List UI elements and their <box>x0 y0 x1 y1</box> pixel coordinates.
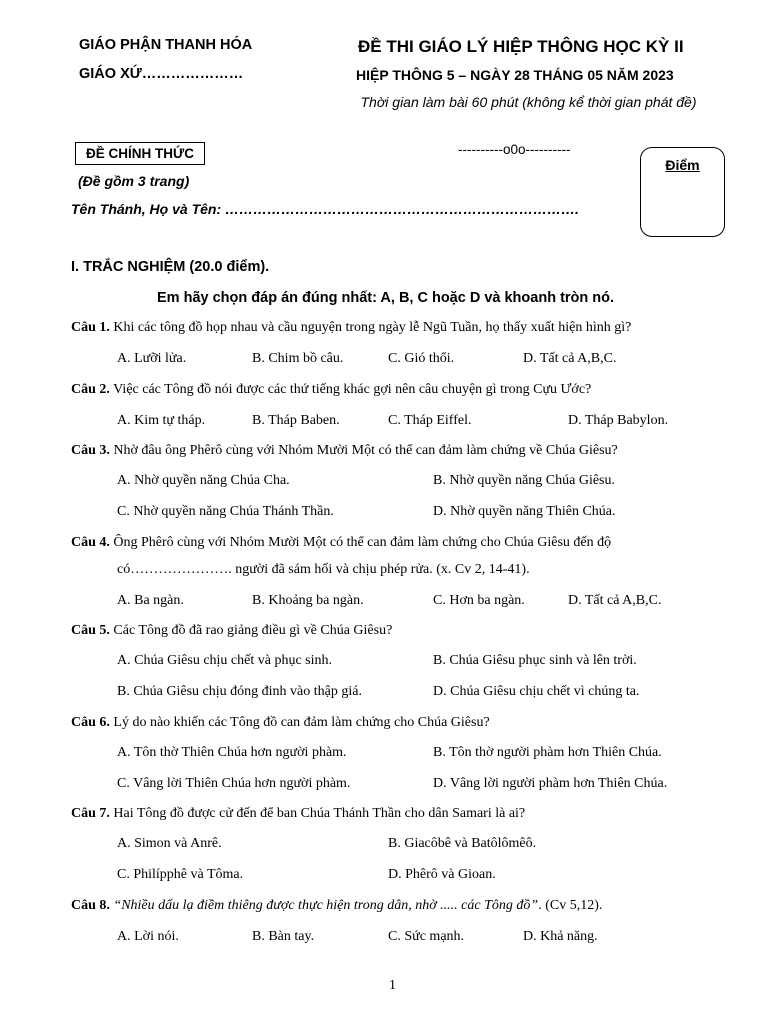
question-text: Việc các Tông đồ nói được các thứ tiếng khác gợi nên câu chuyện gì trong Cựu Ước? <box>113 382 592 397</box>
answer-option[interactable]: B. Tôn thờ người phàm hơn Thiên Chúa. <box>433 745 662 760</box>
answer-option[interactable]: D. Chúa Giêsu chịu chết vì chúng ta. <box>433 684 640 699</box>
question-text: Khi các tông đồ họp nhau và cầu nguyện trong ngày lễ Ngũ Tuần, họ thấy xuất hiện hình gì? <box>113 320 632 335</box>
question-text: . (Cv 5,12). <box>538 898 603 913</box>
official-exam-box: ĐỀ CHÍNH THỨC <box>75 142 205 165</box>
answer-option[interactable]: A. Simon và Anrê. <box>117 836 222 851</box>
question-number: Câu 5. <box>71 623 110 638</box>
answer-option[interactable]: B. Khoảng ba ngàn. <box>252 593 364 608</box>
exam-title: ĐỀ THI GIÁO LÝ HIỆP THÔNG HỌC KỲ II <box>358 37 684 56</box>
answer-option[interactable]: A. Kim tự tháp. <box>117 413 206 428</box>
question-text: Nhờ đâu ông Phêrô cùng với Nhóm Mười Một có thể can đảm làm chứng về Chúa Giêsu? <box>113 443 618 458</box>
question-number: Câu 6. <box>71 715 110 730</box>
question-3 <box>71 443 618 459</box>
score-label: Điểm <box>665 157 700 173</box>
exam-duration: Thời gian làm bài 60 phút (không kể thời gian phát đề) <box>360 94 697 110</box>
section-title: I. TRẮC NGHIỆM (20.0 điểm). <box>71 259 270 275</box>
answer-option[interactable]: A. Nhờ quyền năng Chúa Cha. <box>117 473 290 488</box>
answer-option[interactable]: C. Nhờ quyền năng Chúa Thánh Thần. <box>117 504 334 519</box>
header-divider: ----------o0o---------- <box>458 142 571 157</box>
answer-option[interactable]: D. Tất cả A,B,C. <box>568 593 662 608</box>
question-number: Câu 8. <box>71 898 110 913</box>
parish-name: GIÁO XỨ………………… <box>79 66 244 82</box>
answer-option[interactable]: A. Chúa Giêsu chịu chết và phục sinh. <box>117 653 333 668</box>
question-text: Lý do nào khiến các Tông đồ can đảm làm chứng cho Chúa Giêsu? <box>113 715 490 730</box>
question-1 <box>71 320 631 336</box>
question-5 <box>71 623 392 639</box>
answer-option[interactable]: D. Khả năng. <box>523 929 598 944</box>
question-text: Các Tông đồ đã rao giảng điều gì về Chúa Giêsu? <box>113 623 393 638</box>
answer-option[interactable]: C. Gió thổi. <box>388 351 455 366</box>
answer-option[interactable]: D. Tháp Babylon. <box>568 413 669 428</box>
answer-option[interactable]: C. Hơn ba ngàn. <box>433 593 525 608</box>
diocese-name: GIÁO PHẬN THANH HÓA <box>79 37 253 53</box>
answer-option[interactable]: C. Philípphê và Tôma. <box>117 867 244 882</box>
answer-option[interactable]: A. Lưỡi lửa. <box>117 351 187 366</box>
section-instruction: Em hãy chọn đáp án đúng nhất: A, B, C hoặc D và khoanh tròn nó. <box>157 290 615 306</box>
answer-option[interactable]: D. Nhờ quyền năng Thiên Chúa. <box>433 504 616 519</box>
exam-subtitle: HIỆP THÔNG 5 – NGÀY 28 THÁNG 05 NĂM 2023 <box>356 67 674 83</box>
answer-option[interactable]: C. Vâng lời Thiên Chúa hơn người phàm. <box>117 776 351 791</box>
answer-option[interactable]: B. Giacôbê và Batôlômêô. <box>388 836 537 851</box>
student-name-line[interactable]: Tên Thánh, Họ và Tên: …………………………………………………………………. <box>71 201 579 217</box>
question-6 <box>71 715 490 731</box>
question-7 <box>71 806 525 822</box>
question-text: Hai Tông đồ được cử đến để ban Chúa Thánh Thần cho dân Samari là ai? <box>113 806 526 821</box>
answer-option[interactable]: B. Chúa Giêsu phục sinh và lên trời. <box>433 653 637 668</box>
answer-option[interactable]: C. Sức mạnh. <box>388 929 465 944</box>
page-number: 1 <box>389 978 396 993</box>
question-number: Câu 7. <box>71 806 110 821</box>
answer-option[interactable]: B. Chim bồ câu. <box>252 351 344 366</box>
question-8 <box>71 898 602 914</box>
answer-option[interactable]: A. Lời nói. <box>117 929 179 944</box>
answer-option[interactable]: A. Ba ngàn. <box>117 593 184 608</box>
score-box[interactable] <box>640 147 725 237</box>
question-number: Câu 2. <box>71 382 110 397</box>
pages-note: (Đề gồm 3 trang) <box>78 173 190 189</box>
question-number: Câu 4. <box>71 535 110 550</box>
question-2 <box>71 382 591 398</box>
answer-option[interactable]: B. Tháp Baben. <box>252 413 340 428</box>
answer-option[interactable]: D. Phêrô và Gioan. <box>388 867 496 882</box>
answer-option[interactable]: B. Nhờ quyền năng Chúa Giêsu. <box>433 473 615 488</box>
answer-option[interactable]: B. Chúa Giêsu chịu đóng đinh vào thập giá. <box>117 684 362 699</box>
question-4 <box>71 535 611 551</box>
answer-option[interactable]: D. Tất cả A,B,C. <box>523 351 617 366</box>
answer-option[interactable]: C. Tháp Eiffel. <box>388 413 472 428</box>
question-number: Câu 3. <box>71 443 110 458</box>
answer-option[interactable]: B. Bàn tay. <box>252 929 315 944</box>
question-text: Ông Phêrô cùng với Nhóm Mười Một có thể can đảm làm chứng cho Chúa Giêsu đến độ <box>113 535 612 550</box>
answer-option[interactable]: A. Tôn thờ Thiên Chúa hơn người phàm. <box>117 745 347 760</box>
question-number: Câu 1. <box>71 320 110 335</box>
question-text-continued: có…………………. người đã sám hối và chịu phép rửa. (x. Cv 2, 14-41). <box>117 562 530 577</box>
question-quote: “Nhiều dấu lạ điềm thiêng được thực hiện trong dân, nhờ ..... các Tông đồ” <box>113 898 539 913</box>
answer-option[interactable]: D. Vâng lời người phàm hơn Thiên Chúa. <box>433 776 668 791</box>
